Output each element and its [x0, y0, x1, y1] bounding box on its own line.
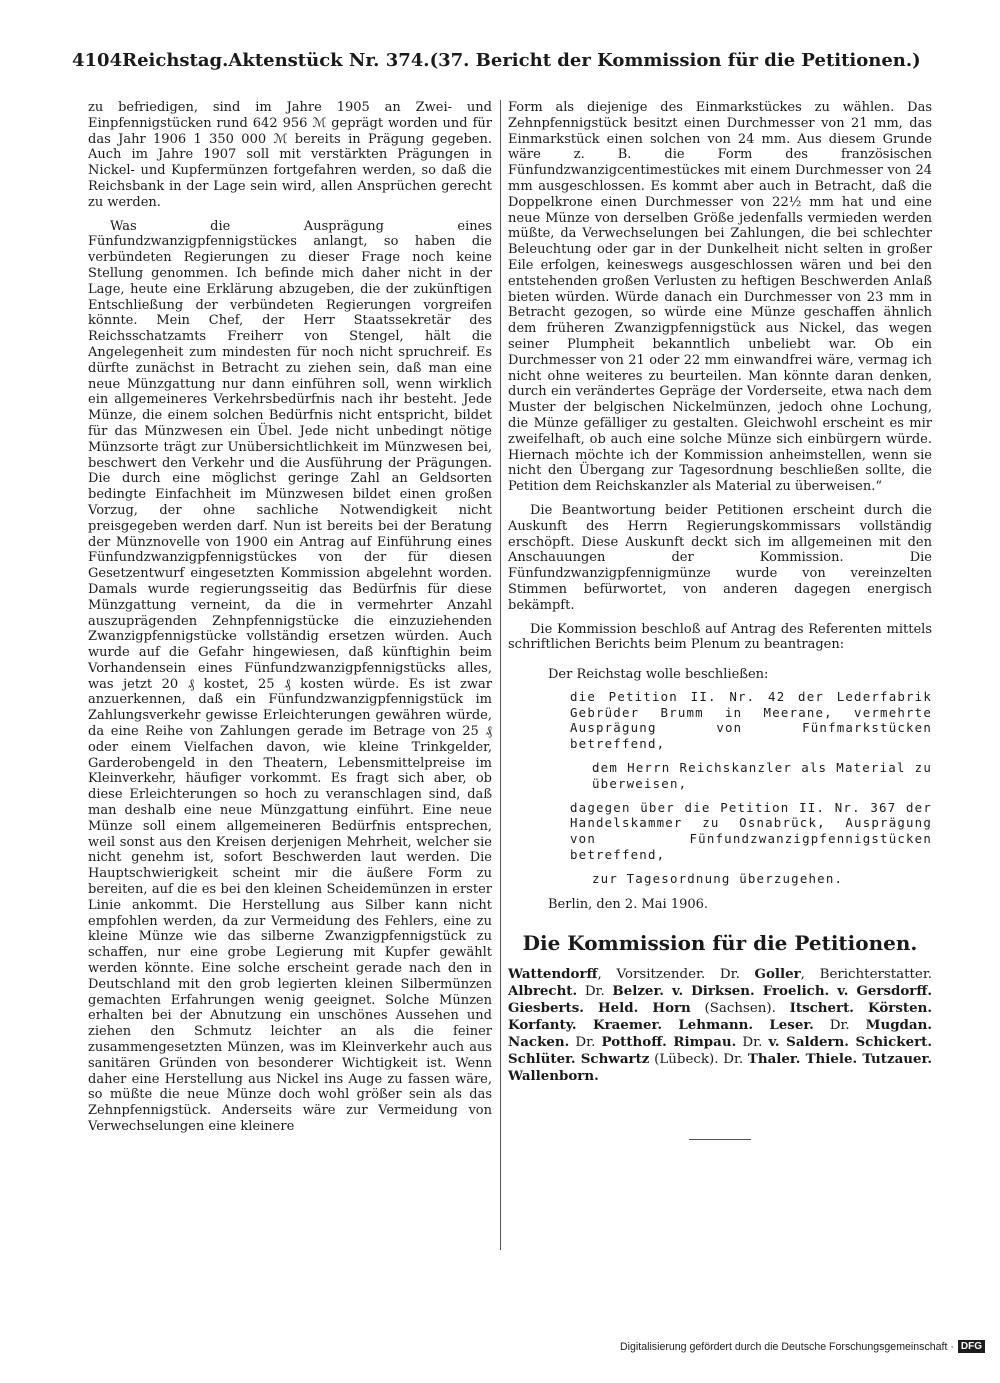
right-paragraph-3: Die Kommission beschloß auf Antrag des Referenten mittels schriftlichen Berichts beim Plenum zu beantragen:: [508, 621, 932, 653]
resolution-item-1-action: dem Herrn Reichskanzler als Material zu überweisen,: [592, 760, 932, 791]
right-column: [508, 100, 932, 1140]
date-line: Berlin, den 2. Mai 1906.: [548, 896, 709, 912]
member-role: Dr.: [736, 1035, 769, 1051]
right-paragraph-continuation: Form als diejenige des Einmarkstückes zu wählen. Das Zehnpfennigstück besitzt einen Durchmesser von 21 mm, das Einmarkstück einen solchen von 24 mm. Aus diesem Grunde wäre z. B. die Form des französischen Fünfundzwanzigcentimestückes mit einem Durchmesser von 24 mm ausgeschlossen. Es kommt aber auch in Betracht, daß die Doppelkrone einen Durchmesser von 22½ mm hat und eine neue Münze von derselben Größe jedenfalls vermieden werden müßte, da Verwechselungen bei Zahlungen, die bei schlechter Beleuchtung oder gar in der Dunkelheit nicht selten in großer Eile erfolgen, keineswegs ausgeschlossen wären und bei den entstehenden großen Verlusten zu heftigen Beschwerden Anlaß bieten würden. Würde danach ein Durchmesser von 23 mm in Betracht gezogen, so würde eine Münze geschaffen ähnlich dem früheren Zwanzigpfennigstück aus Nickel, das wegen seiner Plumpheit bekanntlich unbeliebt war. Ob ein Durchmesser von 21 oder 22 mm einwandfrei wäre, vermag ich nicht ohne weiteres zu beurteilen. Man könnte daran denken, durch ein verändertes Gepräge der Vorderseite, etwa nach dem Muster der belgischen Nickelmünzen, jedoch ohne Lochung, die Münze gefälliger zu gestalten. Gleichwohl erscheint es mir zweifelhaft, ob auch eine solche Münze sich einbürgern würde. Hiernach möchte ich der Kommission anheimstellen, wenn sie nicht den Übergang zur Tagesordnung beschließen sollte, die Petition dem Reichskanzler als Material zu überweisen.“: [508, 100, 932, 495]
resolution-heading: Der Reichstag wolle beschließen:: [548, 667, 769, 683]
member-names: Albrecht.: [508, 983, 578, 1000]
header-document: Aktenstück Nr. 374.: [228, 50, 430, 71]
member-role: , Vorsitzender. Dr.: [597, 967, 755, 983]
member-role: , Berichterstatter.: [800, 967, 932, 983]
member-role: (Lübeck). Dr.: [649, 1052, 748, 1068]
commission-members: [508, 966, 932, 1085]
member-names: Potthoff. Rimpau.: [601, 1034, 737, 1051]
column-divider: [500, 100, 501, 1250]
member-names: Wattendorff: [508, 966, 598, 983]
closing-rule: [689, 1139, 751, 1140]
left-paragraph-2: Was die Ausprägung eines Fünfundzwanzigpfennigstückes anlangt, so haben die verbündeten Regierungen zu dieser Frage noch keine Stellung genommen. Ich befinde mich daher nicht in der Lage, heute eine Erklärung abzugeben, die der zukünftigen Entschließung der verbündeten Regierungen vorgreifen könnte. Mein Chef, der Herr Staatssekretär des Reichsschatzamts Freiherr von Stengel, hält die Angelegenheit zum mindesten für noch nicht spruchreif. Es dürfte zunächst in Betracht zu ziehen sein, daß man eine neue Münzgattung nur dann einführen soll, wenn wirklich ein allgemeineres Verkehrsbedürfnis nach ihr besteht. Jede Münze, die einem solchen Bedürfnis nicht entspricht, bildet für das Münzwesen ein Übel. Jede nicht unbedingt nötige Münzsorte trägt zur Unübersichtlichkeit im Münzwesen bei, beschwert den Verkehr und die Ausführung der Prägungen. Die durch eine möglichst geringe Zahl an Geldsorten bedingte Einfachheit im Münzwesen bildet einen großen Vorzug, der ohne sachliche Notwendigkeit nicht preisgegeben werden darf. Nun ist bereits bei der Beratung der Münznovelle von 1900 ein Antrag auf Einführung eines Fünfundzwanzigpfennigstückes von der für diesen Gesetzentwurf eingesetzten Kommission abgelehnt worden. Damals wurde regierungsseitig das Bedürfnis für diese Münzgattung verneint, da die in vermehrter Anzahl auszuprägenden Zehnpfennigstücke die einzuziehenden Zwanzigpfennigstücke vollständig ersetzen würden. Auch wurde auf die Gefahr hingewiesen, daß künftighin beim Vorhandensein eines Fünfundzwanzigpfennigstücks alles, was jetzt 20 ₰ kostet, 25 ₰ kosten würde. Es ist zwar anzuerkennen, daß ein Fünfundzwanzigpfennigstück im Zahlungsverkehr gewisse Erleichterungen gewähren würde, da eine Reihe von Zahlungen gerade im Betrage von 25 ₰ oder einem Vielfachen davon, wie kleine Trinkgelder, Garderobengeld in den Theatern, Lebensmittelpreise im Kleinverkehr, häufiger vorkommt. Es fragt sich aber, ob diese Erleichterungen so hoch zu veranschlagen sind, daß man deshalb eine neue Münzgattung einführt. Eine neue Münze soll einem allgemeineren Bedürfnis entsprechen, weil sonst aus den Kreisen derjenigen Mehrheit, welcher sie nicht genehm ist, sofort Beschwerden laut werden. Die Hauptschwierigkeit scheint mir die äußere Form zu bereiten, auf die es bei den kleinen Scheidemünzen in erster Linie ankommt. Die Herstellung aus Silber kann nicht empfohlen werden, da zur Vermeidung des Fehlers, eine zu kleine Münze wie das silberne Zwanzigpfennigstück zu schaffen, nur eine grobe Legierung mit Kupfer gewählt werden könnte. Eine solche erscheint gerade nach den in Deutschland mit den grob legierten kleinen Silbermünzen gemachten Erfahrungen wenig geeignet. Solche Münzen erhalten bei der Abnutzung ein unschönes Aussehen und ziehen den Schmutz leichter an als die feiner zusammengesetzten Münzen, was im Kleinverkehr auch aus sanitären Gründen von besonderer Wichtigkeit ist. Wenn daher eine Herstellung aus Nickel ins Auge zu fassen wäre, so müßte die neue Münze doch wohl größer sein als das Zehnpfennigstück. Anderseits wäre zur Vermeidung von Verwechselungen eine kleinere: [88, 218, 492, 1134]
header-body: Reichstag.: [122, 50, 229, 71]
member-names: Goller: [754, 966, 801, 983]
page-number: 4104: [72, 50, 123, 71]
member-role: Dr.: [813, 1018, 866, 1034]
member-names: Itschert. Körsten. Korfanty. Kraemer. Lehmann. Leser.: [508, 1000, 933, 1034]
left-column: [88, 100, 492, 1135]
member-names: Mugdan. Nacken.: [508, 1017, 932, 1051]
commission-title: Die Kommission für die Petitionen.: [522, 931, 918, 956]
member-role: Dr.: [569, 1035, 602, 1051]
header-section: (37. Bericht der Kommission für die Petitionen.): [429, 50, 921, 71]
dfg-logo: DFG: [958, 1340, 985, 1353]
member-names: v. Saldern. Schickert. Schlüter. Schwartz: [508, 1034, 932, 1068]
member-names: Belzer. v. Dirksen. Froelich. v. Gersdorff. Giesberts. Held. Horn: [508, 983, 933, 1017]
member-role: (Sachsen).: [690, 1001, 790, 1017]
page-footer: [575, 1340, 985, 1353]
resolution-item-2-action: zur Tagesordnung überzugehen.: [592, 870, 844, 886]
footer-text: Digitalisierung gefördert durch die Deutsche Forschungsgemeinschaft ·: [620, 1340, 954, 1353]
page-header: [72, 50, 920, 71]
member-role: Dr.: [577, 984, 613, 1000]
right-paragraph-2: Die Beantwortung beider Petitionen erscheint durch die Auskunft des Herrn Regierungskommissars vollständig erschöpft. Diese Auskunft deckt sich im allgemeinen mit den Anschauungen der Kommission. Die Fünfundzwanzigpfennigmünze wurde von vereinzelten Stimmen befürwortet, von anderen dagegen energisch bekämpft.: [508, 502, 932, 613]
member-names: Thaler. Thiele. Tutzauer. Wallenborn.: [508, 1051, 932, 1085]
resolution-item-1: die Petition II. Nr. 42 der Lederfabrik Gebrüder Brumm in Meerane, vermehrte Ausprägung von Fünfmarkstücken betreffend,: [570, 688, 932, 752]
resolution-item-2: dagegen über die Petition II. Nr. 367 der Handelskammer zu Osnabrück, Ausprägung von Fünfundzwanzigpfennigstücken betreffend,: [570, 799, 932, 863]
left-paragraph-1: zu befriedigen, sind im Jahre 1905 an Zwei- und Einpfennigstücken rund 642 956 ℳ geprägt worden und für das Jahr 1906 1 350 000 ℳ bereits in Prägung gegeben. Auch im Jahre 1907 soll mit verstärkten Prägungen in Nickel- und Kupfermünzen fortgefahren werden, so daß die Reichsbank in der Lage sein wird, allen Ansprüchen gerecht zu werden.: [88, 100, 492, 210]
